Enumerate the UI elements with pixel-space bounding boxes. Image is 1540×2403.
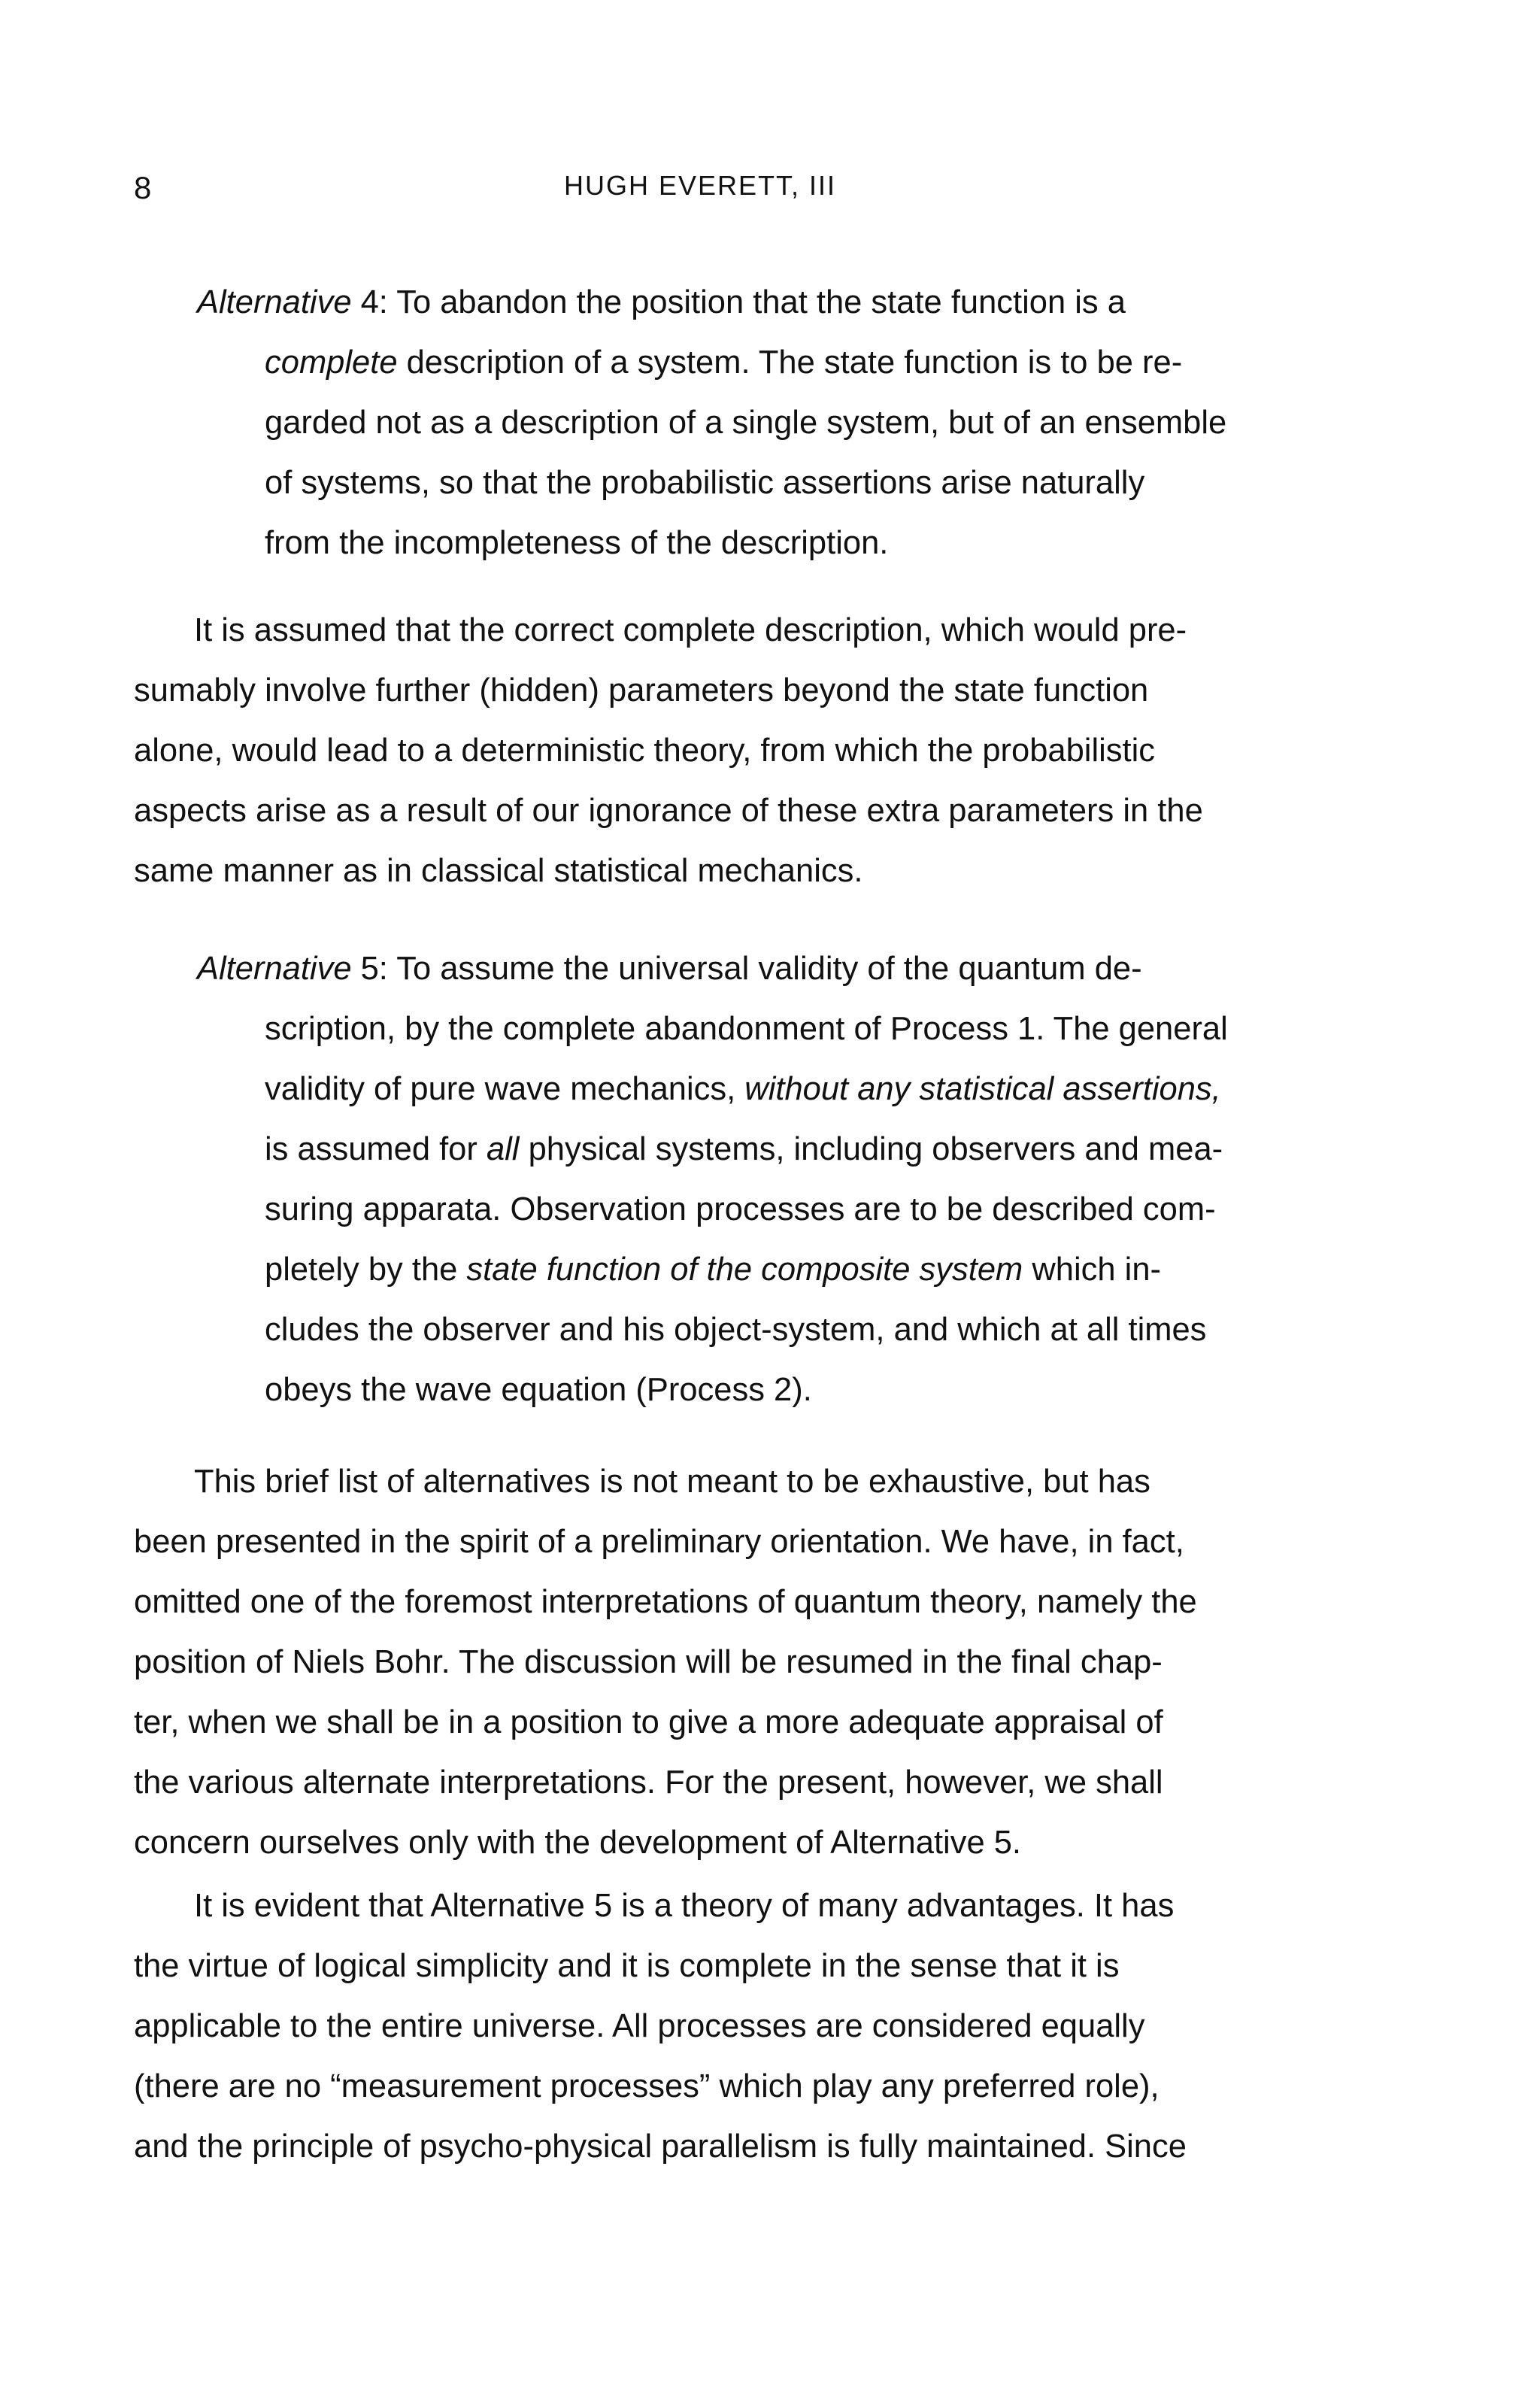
text-segment: concern ourselves only with the development of Alternative 5. (134, 1825, 1022, 1861)
running-header (134, 170, 1406, 215)
list-of-alternatives-paragraph (134, 1452, 1197, 1873)
text-segment: been presented in the spirit of a preliminary orientation. We have, in fact, (134, 1524, 1184, 1560)
text-line (134, 1813, 1197, 1873)
text-line (134, 1752, 1197, 1813)
page-number: 8 (134, 170, 153, 205)
text-segment: from the incompleteness of the description. (265, 525, 889, 561)
running-title: HUGH EVERETT, III (564, 170, 837, 201)
text-segment: validity of pure wave mechanics, (265, 1071, 745, 1107)
italic-text-segment: all (486, 1131, 520, 1167)
text-segment: suring apparata. Observation processes are to be described com- (265, 1191, 1216, 1227)
text-line (197, 513, 1226, 573)
text-line (134, 1876, 1187, 1936)
text-line (197, 939, 1228, 999)
text-segment: cludes the observer and his object-system, and which at all times (265, 1312, 1207, 1348)
text-segment: omitted one of the foremost interpretations of quantum theory, namely the (134, 1584, 1197, 1620)
text-segment: pletely by the (265, 1252, 467, 1288)
text-line (134, 1996, 1187, 2056)
text-line (134, 841, 1203, 901)
text-segment: garded not as a description of a single system, but of an ensemble (265, 405, 1227, 441)
text-segment: physical systems, including observers and mea- (519, 1131, 1223, 1167)
text-line (197, 393, 1226, 453)
text-line (197, 453, 1226, 513)
alternative-4-paragraph (197, 272, 1226, 573)
alternative-5-paragraph (197, 939, 1228, 1420)
text-segment: same manner as in classical statistical mechanics. (134, 853, 863, 889)
text-segment: This brief list of alternatives is not meant to be exhaustive, but has (194, 1464, 1150, 1500)
text-segment: It is assumed that the correct complete description, which would pre- (194, 612, 1187, 648)
text-line (134, 781, 1203, 841)
text-segment: and the principle of psycho-physical parallelism is fully maintained. Since (134, 2128, 1187, 2165)
text-segment: position of Niels Bohr. The discussion will be resumed in the final chap- (134, 1644, 1163, 1680)
text-line (197, 1300, 1228, 1360)
italic-text-segment: Alternative (197, 951, 352, 987)
text-line (134, 1632, 1197, 1692)
hidden-parameters-paragraph (134, 600, 1203, 901)
text-segment: applicable to the entire universe. All processes are considered equally (134, 2008, 1145, 2044)
text-segment: of systems, so that the probabilistic assertions arise naturally (265, 465, 1145, 501)
text-segment: which in- (1023, 1252, 1162, 1288)
text-line (134, 660, 1203, 721)
text-line (134, 721, 1203, 781)
text-segment: (there are no “measurement processes” which play any preferred role), (134, 2068, 1160, 2104)
text-segment: 5: To assume the universal validity of the quantum de- (351, 951, 1142, 987)
text-line (197, 1059, 1228, 1119)
italic-text-segment: complete (265, 344, 398, 381)
italic-text-segment: state function of the composite system (466, 1252, 1023, 1288)
text-line (134, 600, 1203, 660)
text-segment: 4: To abandon the position that the state function is a (351, 284, 1126, 320)
text-line (197, 999, 1228, 1059)
text-segment: the various alternate interpretations. For the present, however, we shall (134, 1764, 1163, 1801)
text-segment: obeys the wave equation (Process 2). (265, 1372, 812, 1408)
text-segment: It is evident that Alternative 5 is a theory of many advantages. It has (194, 1888, 1175, 1924)
text-segment: ter, when we shall be in a position to give a more adequate appraisal of (134, 1704, 1163, 1740)
text-line (197, 1179, 1228, 1239)
text-line (134, 1452, 1197, 1512)
italic-text-segment: Alternative (197, 284, 352, 320)
text-line (197, 1360, 1228, 1420)
text-line (134, 1936, 1187, 1996)
advantages-paragraph (134, 1876, 1187, 2177)
text-line (134, 1692, 1197, 1752)
italic-text-segment: without any statistical assertions, (744, 1071, 1221, 1107)
text-segment: aspects arise as a result of our ignorance of these extra parameters in the (134, 793, 1203, 829)
text-segment: sumably involve further (hidden) parameters beyond the state function (134, 672, 1149, 708)
text-segment: description of a system. The state function is to be re- (397, 344, 1183, 381)
text-line (134, 1572, 1197, 1632)
text-line (134, 2056, 1187, 2116)
text-line (197, 332, 1226, 393)
text-segment: is assumed for (265, 1131, 487, 1167)
text-segment: scription, by the complete abandonment of Process 1. The general (265, 1011, 1228, 1047)
text-line (197, 1119, 1228, 1179)
text-segment: alone, would lead to a deterministic theory, from which the probabilistic (134, 733, 1156, 769)
text-line (197, 1239, 1228, 1300)
text-segment: the virtue of logical simplicity and it is complete in the sense that it is (134, 1948, 1120, 1984)
text-line (134, 1512, 1197, 1572)
text-line (134, 2116, 1187, 2177)
text-line (197, 272, 1226, 332)
